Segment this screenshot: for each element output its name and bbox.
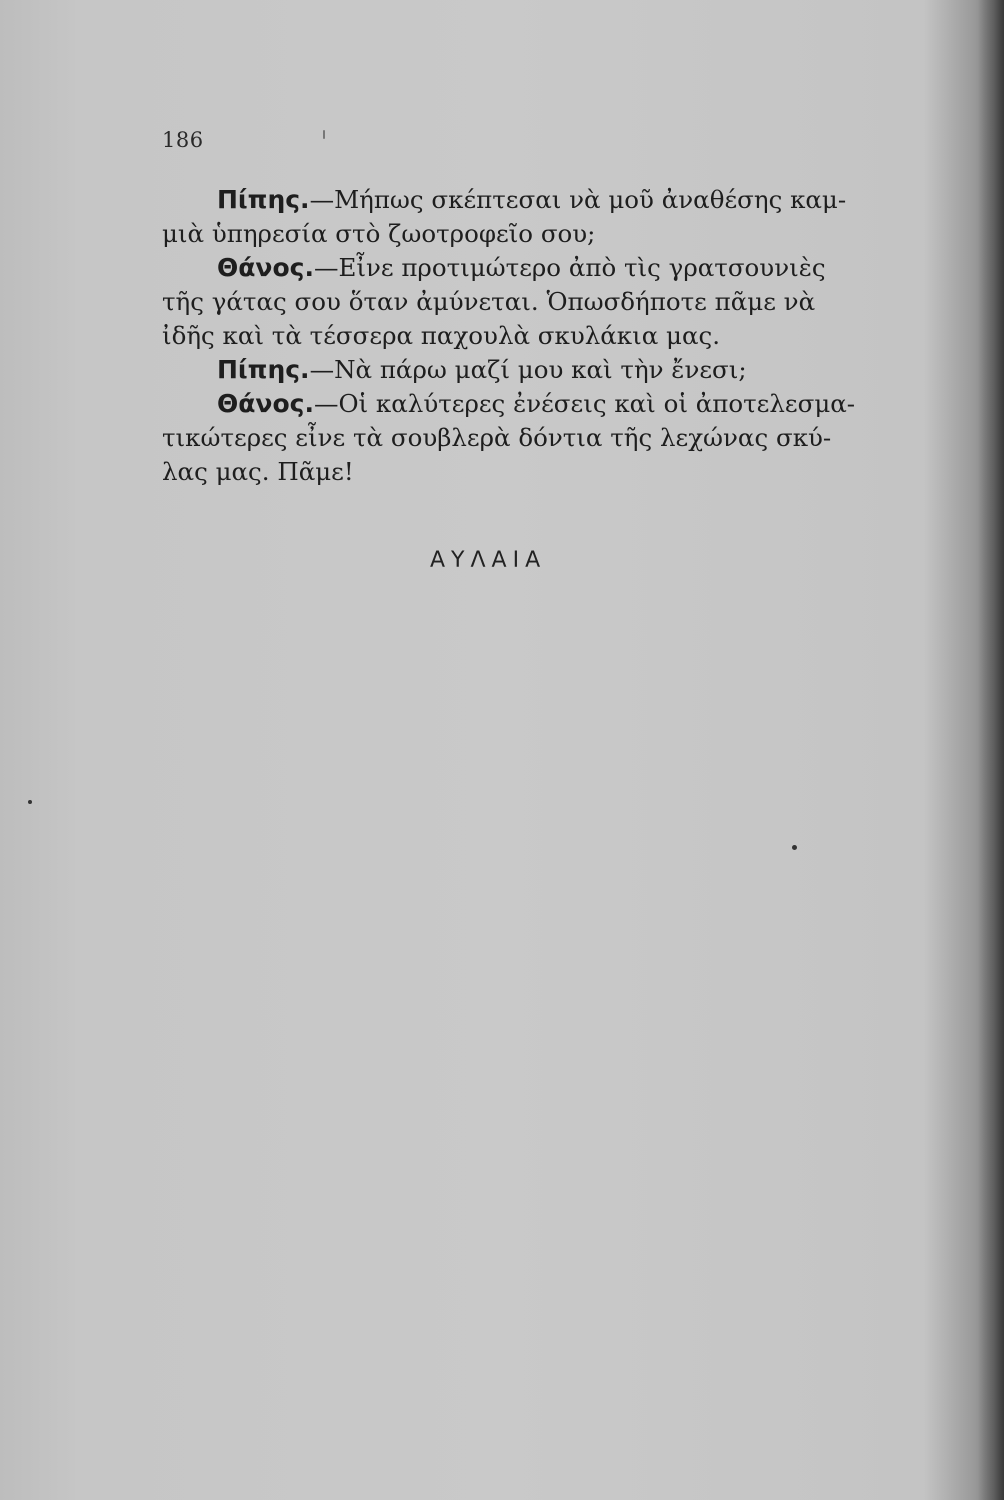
dialogue-text: —Οἱ καλύτερες ἐνέσεις καὶ οἱ ἀποτελεσμα- [313,389,856,418]
speaker-name: Θάνος. [217,389,314,418]
dialogue-block [162,183,890,489]
dialogue-line [162,251,890,285]
dialogue-text: —Μήπως σκέπτεσαι νὰ μοῦ ἀναθέσης καμ- [309,185,847,214]
dialogue-line [162,183,890,217]
dialogue-text: τικώτερες εἶνε τὰ σουβλερὰ δόντια τῆς λεχώνας σκύ- [162,423,832,452]
dialogue-line [162,319,890,353]
dialogue-line [162,217,890,251]
dialogue-text: —Εἶνε προτιμώτερο ἀπὸ τὶς γρατσουνιὲς [313,253,826,282]
ink-speck [323,130,325,139]
ink-speck [28,800,32,804]
curtain-heading: ΑΥΛΑΙΑ [430,548,547,573]
dialogue-line [162,421,890,455]
dialogue-text: τῆς γάτας σου ὅταν ἀμύνεται. Ὁπωσδήποτε πᾶμε νὰ [162,287,816,316]
page-number: 186 [162,128,204,152]
dialogue-line [162,455,890,489]
dialogue-text: ἰδῆς καὶ τὰ τέσσερα παχουλὰ σκυλάκια μας. [162,321,721,350]
dialogue-line [162,353,890,387]
dialogue-line [162,285,890,319]
speaker-name: Πίπης. [217,185,310,214]
dialogue-line [162,387,890,421]
speaker-name: Πίπης. [217,355,310,384]
page-binding-shadow [978,0,1004,1500]
speaker-name: Θάνος. [217,253,314,282]
dialogue-text: μιὰ ὑπηρεσία στὸ ζωοτροφεῖο σου; [162,219,596,248]
dialogue-text: λας μας. Πᾶμε! [162,457,354,486]
ink-speck [792,845,797,850]
dialogue-text: —Νὰ πάρω μαζί μου καὶ τὴν ἔνεσι; [309,355,747,384]
